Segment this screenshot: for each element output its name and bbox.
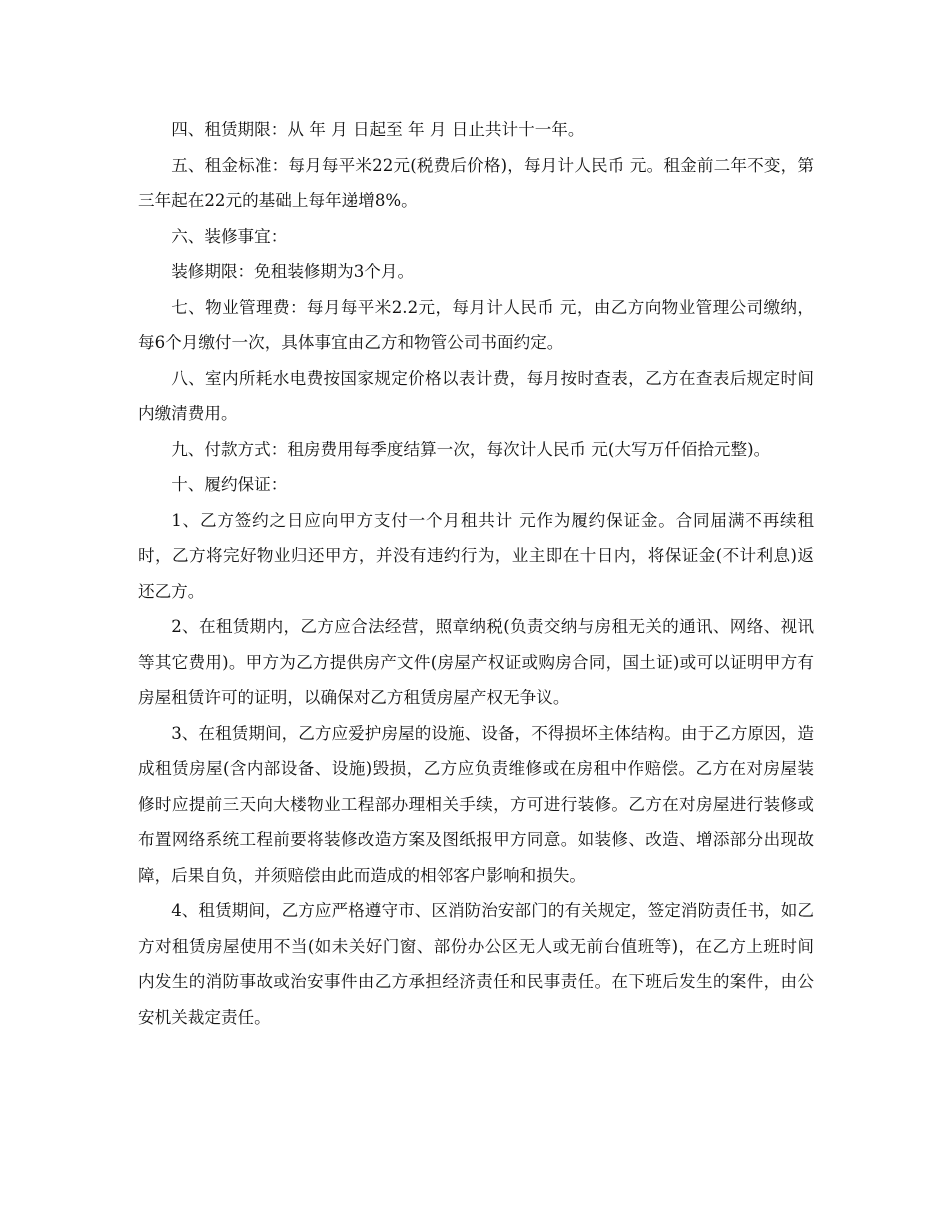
clause-payment-method: 九、付款方式：租房费用每季度结算一次，每次计人民币 元(大写万仟佰拾元整)。 <box>171 439 771 459</box>
clause-lawful-operation: 2、在租赁期内，乙方应合法经营，照章纳税(负责交纳与房租无关的通讯、网络、视讯等其它费用)。甲方为乙方提供房产文件(房屋产权证或购房合同，国土证)或可以证明甲方有房屋租赁许可的证明，以确保对乙方租赁房屋产权无争议。 <box>138 617 814 707</box>
document-page <box>138 112 814 1035</box>
clause-facility-care: 3、在租赁期间，乙方应爱护房屋的设施、设备，不得损坏主体结构。由于乙方原因，造成租赁房屋(含内部设备、设施)毁损，乙方应负责维修或在房租中作赔偿。乙方在对房屋装修时应提前三天向大楼物业工程部办理相关手续，方可进行装修。乙方在对房屋进行装修或布置网络系统工程前要将装修改造方案及图纸报甲方同意。如装修、改造、增添部分出现故障，后果自负，并须赔偿由此而造成的相邻客户影响和损失。 <box>138 723 814 885</box>
clause-renovation-period: 装修期限：免租装修期为3个月。 <box>171 262 415 281</box>
clause-utilities: 八、室内所耗水电费按国家规定价格以表计费，每月按时查表，乙方在查表后规定时间内缴清费用。 <box>138 368 814 423</box>
clause-performance-heading: 十、履约保证： <box>171 475 288 494</box>
clause-deposit: 1、乙方签约之日应向甲方支付一个月租共计 元作为履约保证金。合同届满不再续租时，乙方将完好物业归还甲方，并没有违约行为，业主即在十日内，将保证金(不计利息)返还乙方。 <box>138 510 814 601</box>
clause-fire-safety: 4、租赁期间，乙方应严格遵守市、区消防治安部门的有关规定，签定消防责任书，如乙方对租赁房屋使用不当(如未关好门窗、部份办公区无人或无前台值班等)，在乙方上班时间内发生的消防事故或治安事件由乙方承担经济责任和民事责任。在下班后发生的案件，由公安机关裁定责任。 <box>138 901 814 1027</box>
clause-renovation-heading: 六、装修事宜： <box>171 226 288 246</box>
clause-lease-term: 四、租赁期限：从 年 月 日起至 年 月 日止共计十一年。 <box>171 120 585 139</box>
clause-property-fee: 七、物业管理费：每月每平米2.2元，每月计人民币 元，由乙方向物业管理公司缴纳，每6个月缴付一次，具体事宜由乙方和物管公司书面约定。 <box>138 297 814 352</box>
clause-rent-standard: 五、租金标准：每月每平米22元(税费后价格)，每月计人民币 元。租金前二年不变，第三年起在22元的基础上每年递增8%。 <box>138 155 814 210</box>
